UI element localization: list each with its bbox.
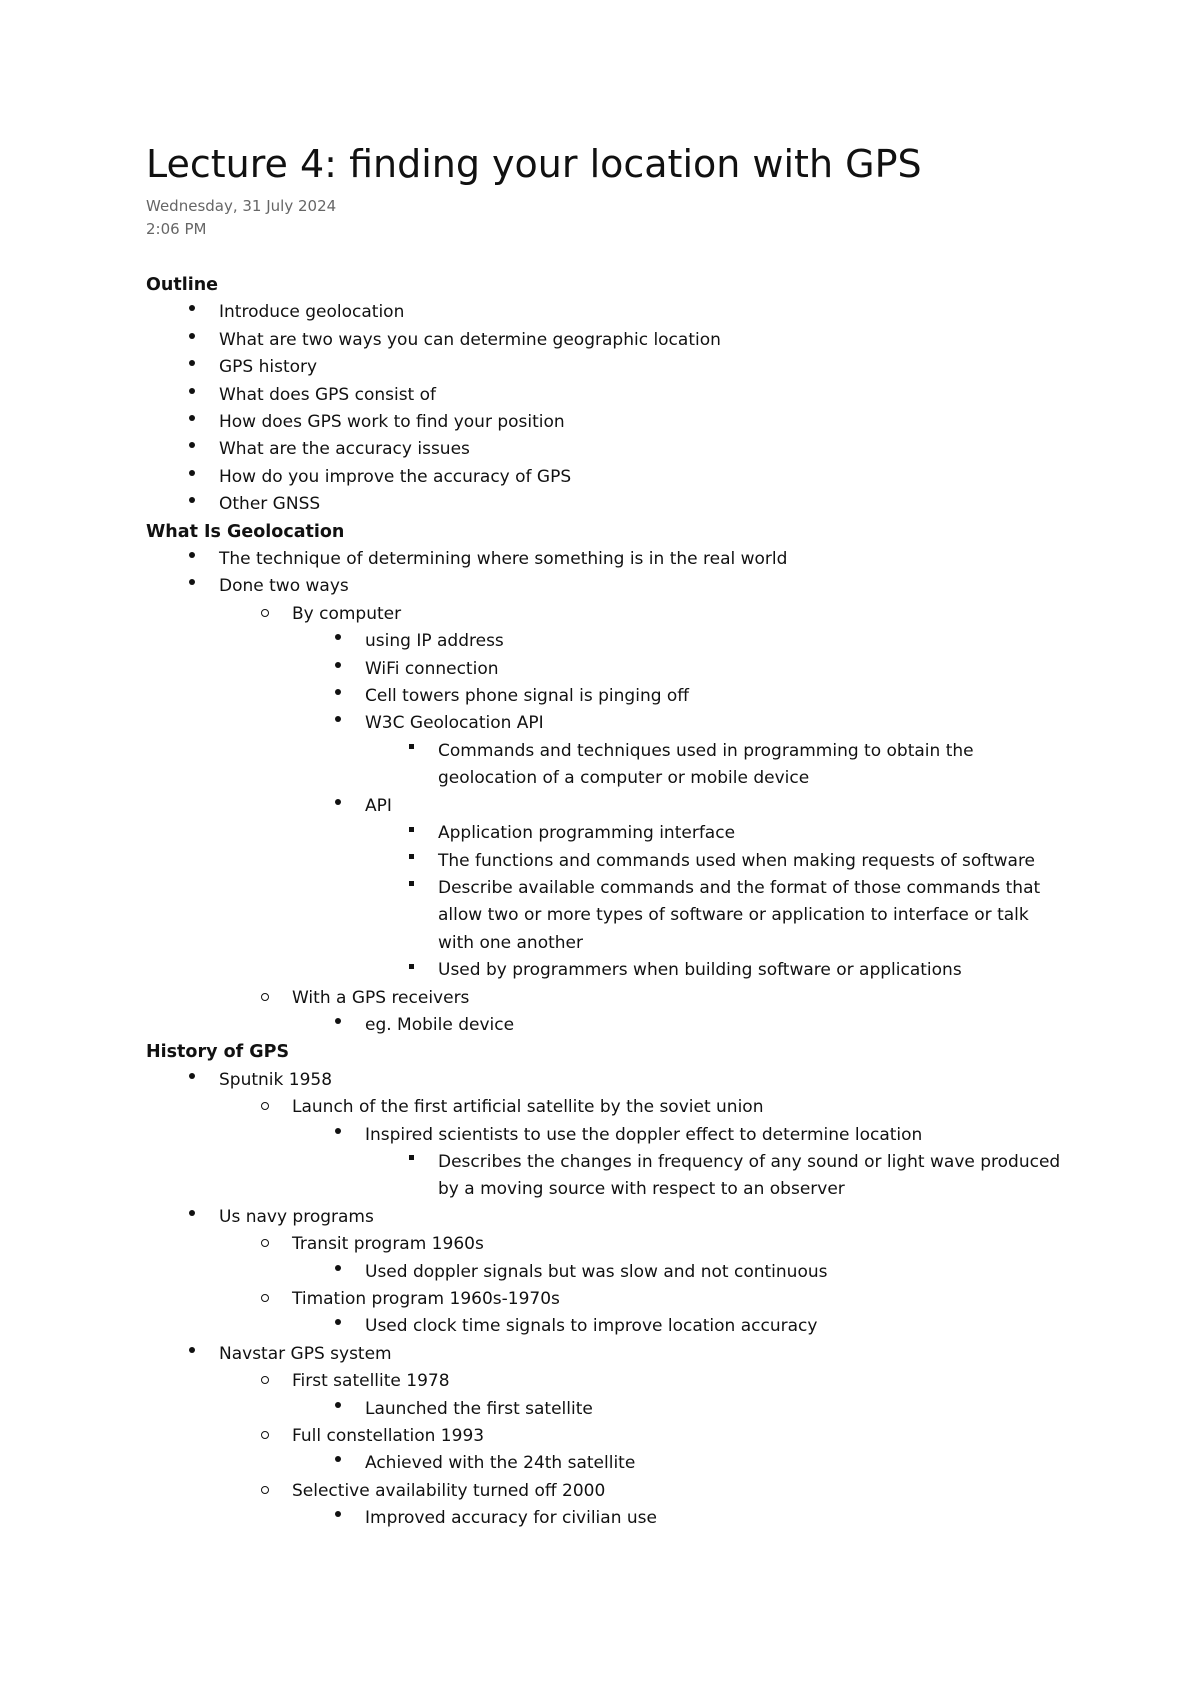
bullet-dot-icon	[182, 1204, 202, 1231]
bullet-dot-icon	[182, 464, 202, 491]
list-item: Used doppler signals but was slow and not continuous	[146, 1259, 1106, 1286]
list-item: Used clock time signals to improve location accuracy	[146, 1313, 1106, 1340]
list-item: The technique of determining where something is in the real world	[146, 546, 1106, 573]
bullet-dot-icon	[182, 436, 202, 463]
list-item: using IP address	[146, 628, 1106, 655]
bullet-dot-icon	[328, 1259, 348, 1286]
bullet-square-icon	[401, 875, 421, 902]
bullet-circle-icon	[255, 1094, 275, 1121]
list-item: What are two ways you can determine geographic location	[146, 327, 1106, 354]
bullet-dot-icon	[328, 1122, 348, 1149]
bullet-dot-icon	[182, 299, 202, 326]
bullet-dot-icon	[328, 1313, 348, 1340]
list-item: How does GPS work to find your position	[146, 409, 1106, 436]
bullet-circle-icon	[255, 1478, 275, 1505]
list-item: API	[146, 793, 1106, 820]
list-item: Used by programmers when building software or applications	[146, 957, 1106, 984]
list-item: What does GPS consist of	[146, 382, 1106, 409]
bullet-square-icon	[401, 848, 421, 875]
bullet-circle-icon	[255, 1286, 275, 1313]
bullet-circle-icon	[255, 601, 275, 628]
bullet-circle-icon	[255, 985, 275, 1012]
list-item: Describes the changes in frequency of any sound or light wave produced by a moving source with respect to an observer	[146, 1149, 1106, 1204]
list-item: Describe available commands and the format of those commands that allow two or more types of software or application to interface or talk with one another	[146, 875, 1106, 957]
list-item: eg. Mobile device	[146, 1012, 1106, 1039]
list-item: Us navy programs	[146, 1204, 1106, 1231]
bullet-circle-icon	[255, 1231, 275, 1258]
list-item: Selective availability turned off 2000	[146, 1478, 1106, 1505]
bullet-square-icon	[401, 1149, 421, 1176]
note-body	[146, 272, 1106, 1533]
list-item: Launch of the first artificial satellite by the soviet union	[146, 1094, 1106, 1121]
list-item: Achieved with the 24th satellite	[146, 1450, 1106, 1477]
list-item: Application programming interface	[146, 820, 1106, 847]
bullet-dot-icon	[328, 710, 348, 737]
list-item: Other GNSS	[146, 491, 1106, 518]
bullet-square-icon	[401, 820, 421, 847]
bullet-dot-icon	[182, 1341, 202, 1368]
note-time: 2:06 PM	[146, 220, 207, 238]
outline-list	[146, 299, 1106, 518]
bullet-dot-icon	[182, 409, 202, 436]
list-item: Inspired scientists to use the doppler effect to determine location	[146, 1122, 1106, 1149]
bullet-dot-icon	[328, 1012, 348, 1039]
bullet-dot-icon	[328, 656, 348, 683]
list-item: Transit program 1960s	[146, 1231, 1106, 1258]
bullet-dot-icon	[182, 327, 202, 354]
list-item: WiFi connection	[146, 656, 1106, 683]
bullet-square-icon	[401, 957, 421, 984]
list-item: Navstar GPS system	[146, 1341, 1106, 1368]
bullet-dot-icon	[182, 573, 202, 600]
list-item: With a GPS receivers	[146, 985, 1106, 1012]
section-heading-geolocation: What Is Geolocation	[146, 521, 345, 542]
page-title: Lecture 4: finding your location with GPS	[146, 142, 922, 186]
list-item: What are the accuracy issues	[146, 436, 1106, 463]
note-date: Wednesday, 31 July 2024	[146, 197, 337, 215]
list-item: W3C Geolocation API	[146, 710, 1106, 737]
bullet-circle-icon	[255, 1368, 275, 1395]
list-item: How do you improve the accuracy of GPS	[146, 464, 1106, 491]
list-item: Commands and techniques used in programming to obtain the geolocation of a computer or mobile device	[146, 738, 1106, 793]
bullet-dot-icon	[328, 1450, 348, 1477]
list-item: Done two ways	[146, 573, 1106, 600]
section-heading-history: History of GPS	[146, 1042, 290, 1063]
bullet-dot-icon	[328, 793, 348, 820]
list-item: The functions and commands used when making requests of software	[146, 848, 1106, 875]
list-item: Cell towers phone signal is pinging off	[146, 683, 1106, 710]
bullet-dot-icon	[328, 1396, 348, 1423]
list-item: Full constellation 1993	[146, 1423, 1106, 1450]
bullet-dot-icon	[328, 683, 348, 710]
list-item: First satellite 1978	[146, 1368, 1106, 1395]
geolocation-list	[146, 546, 1106, 1039]
bullet-dot-icon	[328, 1505, 348, 1532]
history-list	[146, 1067, 1106, 1533]
list-item: Introduce geolocation	[146, 299, 1106, 326]
bullet-square-icon	[401, 738, 421, 765]
bullet-dot-icon	[182, 491, 202, 518]
list-item: Launched the first satellite	[146, 1396, 1106, 1423]
list-item: Sputnik 1958	[146, 1067, 1106, 1094]
bullet-dot-icon	[182, 1067, 202, 1094]
list-item: Improved accuracy for civilian use	[146, 1505, 1106, 1532]
list-item: GPS history	[146, 354, 1106, 381]
bullet-dot-icon	[328, 628, 348, 655]
bullet-dot-icon	[182, 382, 202, 409]
bullet-dot-icon	[182, 354, 202, 381]
section-heading-outline: Outline	[146, 275, 219, 295]
list-item: Timation program 1960s-1970s	[146, 1286, 1106, 1313]
bullet-circle-icon	[255, 1423, 275, 1450]
bullet-dot-icon	[182, 546, 202, 573]
list-item: By computer	[146, 601, 1106, 628]
